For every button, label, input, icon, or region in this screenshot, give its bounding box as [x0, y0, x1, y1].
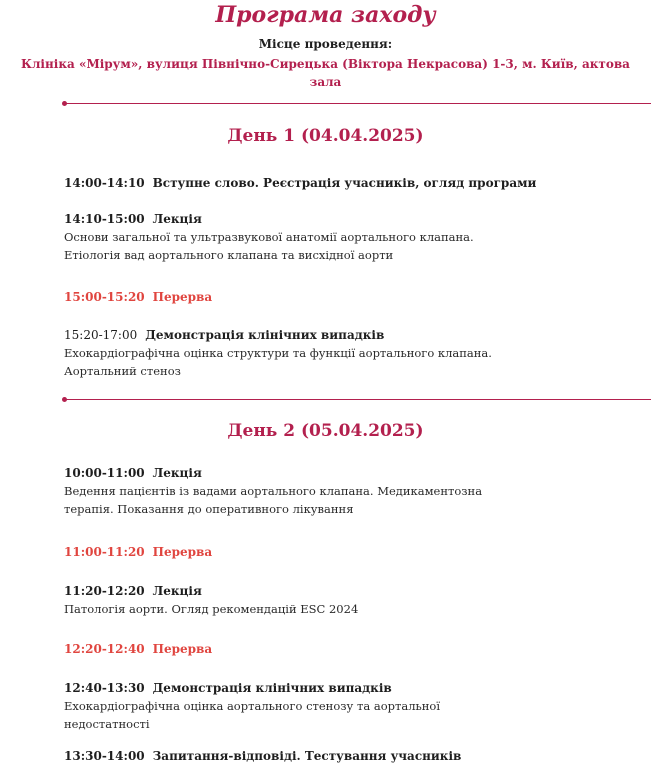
item-description: Аортальний стеноз — [64, 364, 181, 378]
venue-label: Місце проведення: — [258, 37, 393, 51]
item-title: Лекція — [152, 212, 202, 226]
item-title: Лекція — [152, 466, 202, 480]
item-heading — [64, 640, 624, 658]
item-heading — [64, 288, 624, 306]
item-title: Демонстрація клінічних випадків — [145, 328, 385, 342]
item-time: 13:30-14:00 — [64, 749, 145, 763]
item-description: Ведення пацієнтів із вадами аортального клапана. Медикаментозна — [64, 484, 483, 498]
item-heading — [64, 174, 624, 192]
item-title: Запитання-відповіді. Тестування учасників — [152, 749, 462, 763]
item-title: Демонстрація клінічних випадків — [152, 681, 392, 695]
item-description: Патологія аорти. Огляд рекомендацій ESC 2024 — [64, 602, 359, 616]
item-time: 14:00-14:10 — [64, 176, 145, 190]
divider — [64, 399, 651, 400]
item-time: 12:40-13:30 — [64, 681, 145, 695]
item-description: Етіологія вад аортального клапана та висхідної аорти — [64, 248, 394, 262]
item-description: Ехокардіографічна оцінка аортального стенозу та аортальної — [64, 699, 441, 713]
item-description: Основи загальної та ультразвукової анатомії аортального клапана. — [64, 230, 474, 244]
schedule-item-break — [64, 543, 624, 561]
item-title: Перерва — [152, 545, 213, 559]
schedule-item-break — [64, 640, 624, 658]
item-title: Перерва — [152, 642, 213, 656]
schedule-item — [64, 679, 624, 733]
schedule-item — [64, 582, 624, 618]
schedule-item — [64, 464, 624, 518]
item-title: Лекція — [152, 584, 202, 598]
item-heading — [64, 326, 624, 344]
day-title: День 1 (04.04.2025) — [227, 126, 424, 146]
schedule-item — [64, 747, 624, 765]
item-title: Перерва — [152, 290, 213, 304]
schedule-item — [64, 326, 624, 380]
item-time: 12:20-12:40 — [64, 642, 145, 656]
item-heading — [64, 582, 624, 600]
schedule-item — [64, 210, 624, 264]
item-time: 14:10-15:00 — [64, 212, 145, 226]
item-time: 10:00-11:00 — [64, 466, 145, 480]
item-description: Ехокардіографічна оцінка структури та функції аортального клапана. — [64, 346, 492, 360]
item-heading — [64, 543, 624, 561]
page-title: Програма заходу — [215, 2, 436, 28]
divider — [64, 103, 651, 104]
item-heading — [64, 210, 624, 228]
item-time: 15:20-17:00 — [64, 328, 138, 342]
item-description: недостатності — [64, 717, 150, 731]
item-time: 11:20-12:20 — [64, 584, 145, 598]
item-time: 15:00-15:20 — [64, 290, 145, 304]
item-time: 11:00-11:20 — [64, 545, 145, 559]
item-heading — [64, 464, 624, 482]
venue-address: Клініка «Мірум», вулиця Північно-Сирецька (Віктора Некрасова) 1-3, м. Київ, актова зала — [21, 57, 630, 89]
item-title: Вступне слово. Реєстрація учасників, огляд програми — [152, 176, 537, 190]
item-description: терапія. Показання до оперативного лікування — [64, 502, 354, 516]
day-title: День 2 (05.04.2025) — [227, 421, 424, 441]
item-heading — [64, 679, 624, 697]
schedule-item-break — [64, 288, 624, 306]
schedule-item — [64, 174, 624, 192]
item-heading — [64, 747, 624, 765]
